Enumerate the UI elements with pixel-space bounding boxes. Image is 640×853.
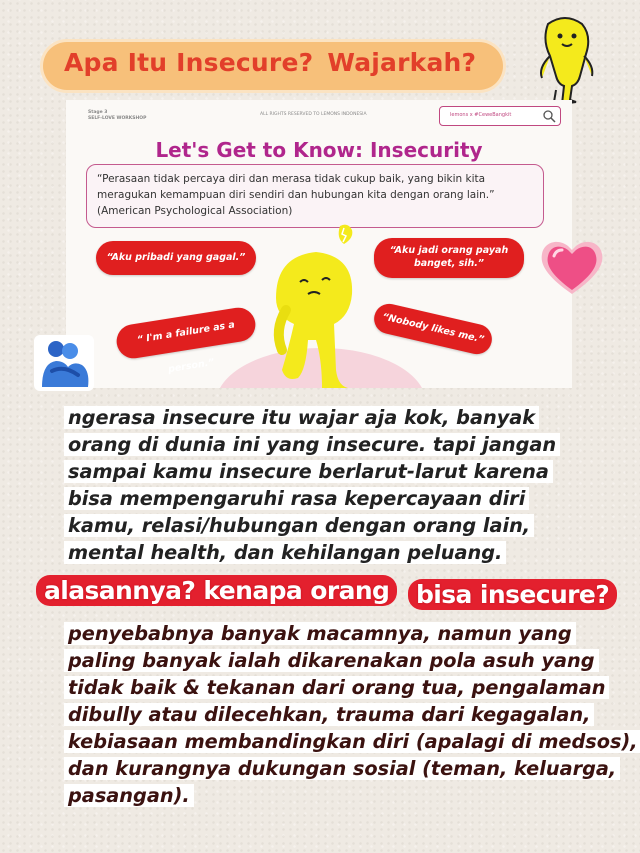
paragraph-1 <box>64 404 560 566</box>
paragraph-line: kebiasaan membandingkan diri (apalagi di medsos), <box>64 728 640 755</box>
paragraph-line: paling banyak ialah dikarenakan pola asuh yang <box>64 647 640 674</box>
yellow-mascot-icon <box>530 14 600 106</box>
hug-icon <box>34 335 94 391</box>
slide-tag <box>88 110 146 121</box>
paragraph-line: orang di dunia ini yang insecure. tapi jangan <box>64 431 560 458</box>
paragraph-line: ngerasa insecure itu wajar aja kok, banyak <box>64 404 560 431</box>
subheading-part2: bisa insecure? <box>408 579 617 610</box>
paragraph-2 <box>64 620 640 809</box>
slide-image <box>66 100 572 388</box>
paragraph-line: kamu, relasi/hubungan dengan orang lain, <box>64 512 560 539</box>
quote-text: “Perasaan tidak percaya diri dan merasa tidak cukup baik, yang bikin kita meragukan kemampuan diri sendiri dan hubungan kita dengan orang lain.” (American Psychological Association) <box>97 173 495 217</box>
paragraph-line: dan kurangnya dukungan sosial (teman, keluarga, <box>64 755 640 782</box>
slide-tag-line2: SELF-LOVE WORKSHOP <box>88 115 147 121</box>
heart-icon <box>538 236 606 296</box>
slide-tag-line1: Stage 3 <box>88 110 108 115</box>
sad-mascot-icon <box>256 220 376 388</box>
title-part1: Apa Itu Insecure? <box>64 48 314 77</box>
slide-search-text: lemons x #CeweBangkit <box>450 112 512 118</box>
subheading-part1: alasannya? kenapa orang <box>36 575 397 606</box>
paragraph-line: mental health, dan kehilangan peluang. <box>64 539 560 566</box>
quote-box <box>86 164 544 228</box>
slide-heading: Let's Get to Know: Insecurity <box>155 138 483 162</box>
speech-bubble-3: “ I'm a failure as a person.” <box>114 305 258 360</box>
title-part2: Wajarkah? <box>327 48 477 77</box>
slide-mid-text: ALL RIGHTS RESERVED TO LEMONS INDONESIA <box>260 112 367 117</box>
page-title <box>64 48 504 77</box>
slide-search-bar <box>439 106 561 126</box>
paragraph-line: penyebabnya banyak macamnya, namun yang <box>64 620 640 647</box>
paragraph-line: pasangan). <box>64 782 640 809</box>
search-icon <box>542 109 556 123</box>
speech-bubble-4: “Nobody likes me.” <box>371 301 495 357</box>
speech-bubble-2: “Aku jadi orang payah banget, sih.” <box>374 238 524 278</box>
paragraph-line: bisa mempengaruhi rasa kepercayaan diri <box>64 485 560 512</box>
speech-bubble-1: “Aku pribadi yang gagal.” <box>96 241 256 275</box>
paragraph-line: sampai kamu insecure berlarut-larut karena <box>64 458 560 485</box>
paragraph-line: dibully atau dilecehkan, trauma dari kegagalan, <box>64 701 640 728</box>
paragraph-line: tidak baik & tekanan dari orang tua, pengalaman <box>64 674 640 701</box>
